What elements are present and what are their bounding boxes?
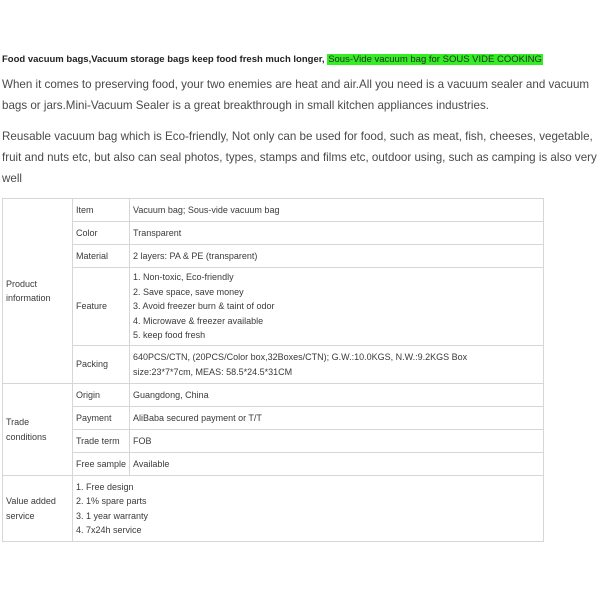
- table-row: [3, 430, 544, 453]
- feature-line: 5. keep food fresh: [133, 330, 206, 341]
- headline-bold-text: Food vacuum bags,Vacuum storage bags keep food fresh much longer,: [2, 54, 325, 65]
- origin-value: Guangdong, China: [130, 384, 544, 407]
- feature-key: Feature: [73, 268, 130, 346]
- table-row: [3, 453, 544, 476]
- item-value: Vacuum bag; Sous-vide vacuum bag: [130, 199, 544, 222]
- service-line: 2. 1% spare parts: [76, 496, 147, 506]
- origin-key: Origin: [73, 384, 130, 407]
- item-key: Item: [73, 199, 130, 222]
- free-sample-key: Free sample: [73, 453, 130, 476]
- headline-highlight: Sous-Vide vacuum bag for SOUS VIDE COOKING: [328, 54, 542, 65]
- table-row: [3, 268, 544, 346]
- color-key: Color: [73, 222, 130, 245]
- payment-key: Payment: [73, 407, 130, 430]
- feature-line: 2. Save space, save money: [133, 286, 244, 297]
- group-product-information: Product information: [3, 199, 73, 384]
- feature-line: 3. Avoid freezer burn & taint of odor: [133, 301, 275, 312]
- table-row: [3, 407, 544, 430]
- trade-term-key: Trade term: [73, 430, 130, 453]
- table-row: [3, 346, 544, 384]
- feature-values: [130, 268, 544, 346]
- headline: [2, 54, 543, 65]
- feature-line: 1. Non-toxic, Eco-friendly: [133, 272, 234, 283]
- packing-values: [130, 346, 544, 384]
- table-row: [3, 476, 544, 542]
- trade-term-value: FOB: [130, 430, 544, 453]
- color-value: Transparent: [130, 222, 544, 245]
- service-line: 3. 1 year warranty: [76, 510, 149, 521]
- product-spec-table: [2, 198, 544, 542]
- table-row: [3, 222, 544, 245]
- free-sample-value: Available: [130, 453, 544, 476]
- group-value-added-service: Value added service: [3, 476, 73, 542]
- reusable-paragraph: Reusable vacuum bag which is Eco-friendly, Not only can be used for food, such as meat, fish, cheeses, vegetable, fruit and nuts etc, but also can seal photos, types, stamps and films etc, outdoor using, such as camping is also very well: [2, 130, 597, 185]
- packing-line: 640PCS/CTN, (20PCS/Color box,32Boxes/CTN); G.W.:10.0KGS, N.W.:9.2KGS Box: [133, 352, 468, 362]
- service-line: 1. Free design: [76, 481, 134, 492]
- table-row: [3, 199, 544, 222]
- packing-key: Packing: [73, 346, 130, 384]
- intro-paragraph: When it comes to preserving food, your two enemies are heat and air.All you need is a vacuum sealer and vacuum bags or jars.Mini-Vacuum Sealer is a great breakthrough in small kitchen appliances industries.: [2, 78, 590, 112]
- feature-line: 4. Microwave & freezer available: [133, 315, 264, 326]
- payment-value: AliBaba secured payment or T/T: [130, 407, 544, 430]
- material-value: 2 layers: PA & PE (transparent): [130, 245, 544, 268]
- table-row: [3, 245, 544, 268]
- value-added-service-values: [73, 476, 544, 542]
- packing-line: size:23*7*7cm, MEAS: 58.5*24.5*31CM: [133, 366, 293, 377]
- service-line: 4. 7x24h service: [76, 525, 142, 535]
- material-key: Material: [73, 245, 130, 268]
- table-row: [3, 384, 544, 407]
- group-trade-conditions: Trade conditions: [3, 384, 73, 476]
